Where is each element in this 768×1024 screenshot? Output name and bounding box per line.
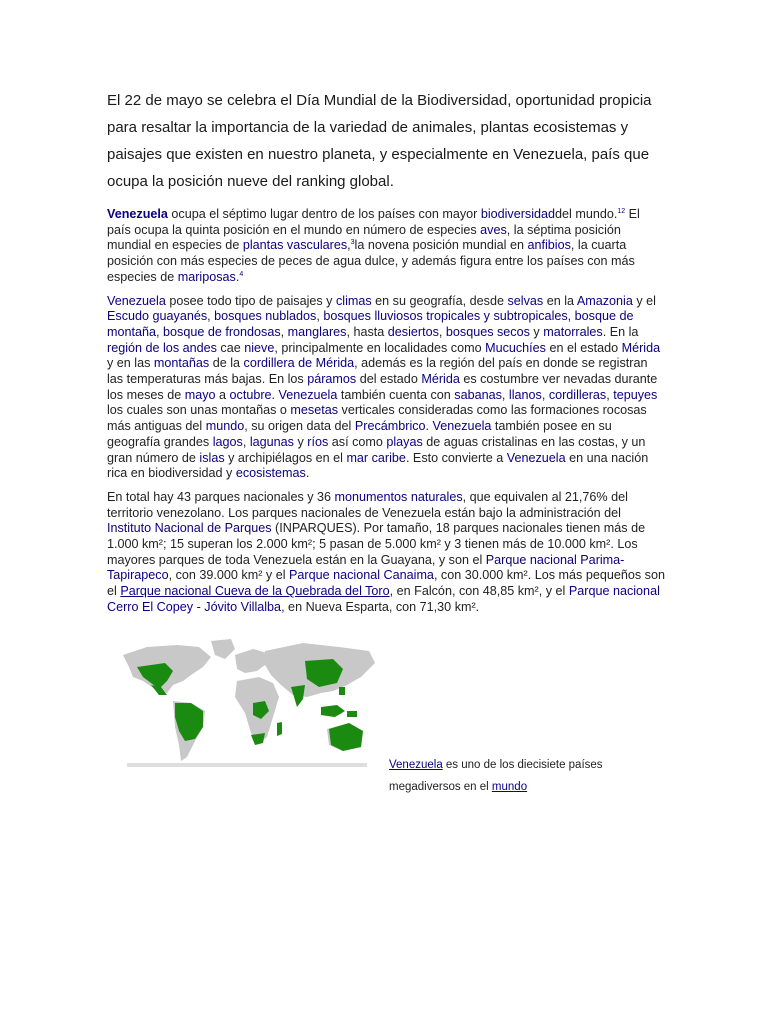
reference-3[interactable]: 3 [350, 239, 355, 247]
text: . Esto convierte a [405, 450, 507, 465]
link-venezuela[interactable]: Venezuela [389, 759, 443, 771]
text: , que equivalen al 21,76% del territorio venezolano. Los parques nacionales de Venezuela están bajo la administración del [107, 489, 628, 520]
link-mayo[interactable]: mayo [184, 387, 216, 402]
link-parque-canaima[interactable]: Parque nacional Canaima [289, 568, 434, 583]
link-mariposas[interactable]: mariposas [177, 269, 236, 284]
link-mesetas[interactable]: mesetas [290, 403, 339, 418]
text: y en las [107, 356, 154, 371]
link-region-andes[interactable]: región de los andes [107, 340, 217, 355]
link-desiertos[interactable]: desiertos [387, 324, 439, 339]
link-precambrico[interactable]: Precámbrico [354, 419, 426, 434]
link-venezuela[interactable]: Venezuela [432, 419, 492, 434]
link-anfibios[interactable]: anfibios [527, 238, 571, 253]
link-escudo-guayanes[interactable]: Escudo guayanés [107, 309, 208, 324]
link-amazonia[interactable]: Amazonia [576, 293, 633, 308]
link-bosques-nublados[interactable]: bosques nublados [214, 309, 317, 324]
text: en su geografía, desde [371, 293, 508, 308]
text: los cuales son unas montañas o [107, 403, 291, 418]
link-lagos[interactable]: lagos [212, 434, 243, 449]
link-merida[interactable]: Mérida [621, 340, 661, 355]
link-mundo[interactable]: mundo [205, 419, 245, 434]
text: , con 30.000 km². Los más pequeños son el [107, 568, 665, 599]
link-climas[interactable]: climas [335, 293, 372, 308]
link-llanos[interactable]: llanos [508, 387, 542, 402]
link-venezuela[interactable]: Venezuela [506, 450, 566, 465]
link-mar-caribe[interactable]: mar caribe [346, 450, 406, 465]
link-islas[interactable]: islas [199, 450, 225, 465]
text: . En la [602, 324, 639, 339]
text: y archipiélagos en el [224, 450, 347, 465]
text: , [347, 238, 351, 253]
link-biodiversidad[interactable]: biodiversidad [480, 207, 556, 221]
text: posee todo tipo de paisajes y [165, 293, 336, 308]
text: , con 39.000 km² y el [168, 568, 290, 583]
text: , [541, 387, 549, 402]
text: , la séptima posición mundial en especies de [107, 222, 621, 253]
megadiverse-world-map [107, 637, 385, 767]
text: , principalmente en localidades como [274, 340, 486, 355]
text: y el [632, 293, 656, 308]
text: a [215, 387, 230, 402]
intro-paragraph: El 22 de mayo se celebra el Día Mundial de la Biodiversidad, oportunidad propicia para resaltar la importancia de la variedad de animales, plantas ecosistemas y paisajes que existen en nuestro planeta, y especialmente en Venezuela, país que ocupa la posición nueve del ranking global. [107, 92, 652, 190]
link-paramos[interactable]: páramos [307, 372, 357, 387]
link-nieve[interactable]: nieve [244, 340, 275, 355]
text: es uno de los diecisiete países megadiversos en el [389, 759, 603, 793]
link-bosque-montana[interactable]: bosque de montaña [107, 309, 634, 339]
link-plantas-vasculares[interactable]: plantas vasculares [242, 238, 348, 253]
link-merida[interactable]: Mérida [421, 372, 460, 387]
text: de aguas cristalinas en las costas, y un gran número de [107, 434, 646, 465]
link-playas[interactable]: playas [386, 434, 423, 449]
text: ocupa el séptimo lugar dentro de los países con mayor [167, 207, 481, 221]
link-cordilleras[interactable]: cordilleras [548, 387, 607, 402]
text: . [271, 387, 279, 402]
text: es costumbre ver nevadas durante los meses de [107, 372, 658, 402]
text: , [316, 309, 324, 324]
text: en una nación rica en biodiversidad y [107, 450, 649, 481]
link-parque-copey[interactable]: Parque nacional Cerro El Copey - Jóvito Villalba [107, 584, 660, 614]
link-venezuela[interactable]: Venezuela [107, 207, 168, 221]
link-tepuyes[interactable]: tepuyes [613, 387, 658, 402]
text: . [425, 419, 433, 434]
link-manglares[interactable]: manglares [287, 324, 347, 339]
paragraph-landscapes [107, 294, 667, 482]
text: verticales consideradas como las formaciones rocosas más antiguas del [107, 403, 647, 434]
link-monumentos-naturales[interactable]: monumentos naturales [334, 489, 463, 504]
link-rios[interactable]: ríos [307, 434, 329, 449]
link-matorrales[interactable]: matorrales [543, 324, 603, 339]
link-parque-cueva[interactable]: Parque nacional Cueva de la Quebrada del Toro [120, 584, 390, 599]
caption-line [107, 754, 667, 798]
text: , [280, 324, 288, 339]
link-sabanas[interactable]: sabanas [454, 387, 502, 402]
text: así como [328, 434, 387, 449]
text: , su origen data del [244, 419, 355, 434]
text: , [242, 434, 250, 449]
paragraph-biodiversity-rank [107, 207, 667, 286]
text: , en Nueva Esparta, con 71,30 km². [281, 599, 480, 614]
link-ecosistemas[interactable]: ecosistemas [235, 466, 306, 481]
link-inparques[interactable]: Instituto Nacional de Parques [107, 521, 272, 536]
text: , la cuarta posición con más especies de peces de agua dulce, y además figura entre los países con más especies de [107, 238, 635, 284]
text: , [438, 324, 446, 339]
text: y [529, 324, 544, 339]
link-selvas[interactable]: selvas [507, 293, 544, 308]
text: , en Falcón, con 48,85 km², y el [389, 584, 569, 599]
text: , [207, 309, 215, 324]
link-parque-parima[interactable]: Parque nacional Parima-Tapirapeco [107, 552, 625, 583]
text: , hasta [346, 324, 388, 339]
text: cae [216, 340, 245, 355]
text: , [501, 387, 509, 402]
article-body [107, 207, 667, 624]
link-mundo[interactable]: mundo [491, 781, 528, 793]
link-cordillera-merida[interactable]: cordillera de Mérida [243, 356, 355, 371]
map-caption [107, 754, 667, 798]
link-venezuela[interactable]: Venezuela [107, 293, 166, 308]
link-aves[interactable]: aves [480, 222, 507, 237]
text: , además es la región del país en donde se registran las temperaturas más bajas. En los [107, 356, 648, 387]
link-venezuela[interactable]: Venezuela [278, 387, 338, 402]
link-lagunas[interactable]: lagunas [249, 434, 294, 449]
link-montanas[interactable]: montañas [153, 356, 210, 371]
text: , [567, 309, 575, 324]
text: del mundo. [555, 207, 618, 221]
text: (INPARQUES). Por tamaño, 18 parques nacionales tienen más de 1.000 km²; 15 superan los 2.000 km²; 5 pasan de 5.000 km² y 3 tienen más de 10.000 km². Los mayores parques de toda Venezuela están en la Guayana, y son el [107, 521, 646, 567]
link-bosques-secos[interactable]: bosques secos [445, 324, 530, 339]
paragraph-national-parks [107, 490, 667, 616]
reference-4[interactable]: 4 [239, 270, 244, 278]
link-bosque-frondosas[interactable]: bosque de frondosas [163, 324, 281, 339]
text: también posee en su geografía grandes [107, 419, 612, 449]
text: , [606, 387, 614, 402]
text: de la [209, 356, 244, 371]
link-bosques-lluviosos[interactable]: bosques lluviosos tropicales y subtropicales [323, 309, 568, 324]
text: del estado [356, 372, 422, 387]
text: en el estado [545, 340, 622, 355]
link-octubre[interactable]: octubre [229, 387, 272, 402]
text: también cuenta con [337, 387, 455, 402]
text: y [293, 434, 308, 449]
text: la novena posición mundial en [354, 238, 528, 253]
text: El país ocupa la quinta posición en el mundo en número de especies [107, 207, 640, 237]
text: . [305, 466, 310, 481]
text: . [235, 269, 240, 284]
text: en la [543, 293, 577, 308]
link-mucuchies[interactable]: Mucuchíes [485, 340, 546, 355]
text: En total hay 43 parques nacionales y 36 [107, 489, 335, 504]
text: , [156, 324, 164, 339]
reference-12[interactable]: 12 [617, 207, 626, 215]
